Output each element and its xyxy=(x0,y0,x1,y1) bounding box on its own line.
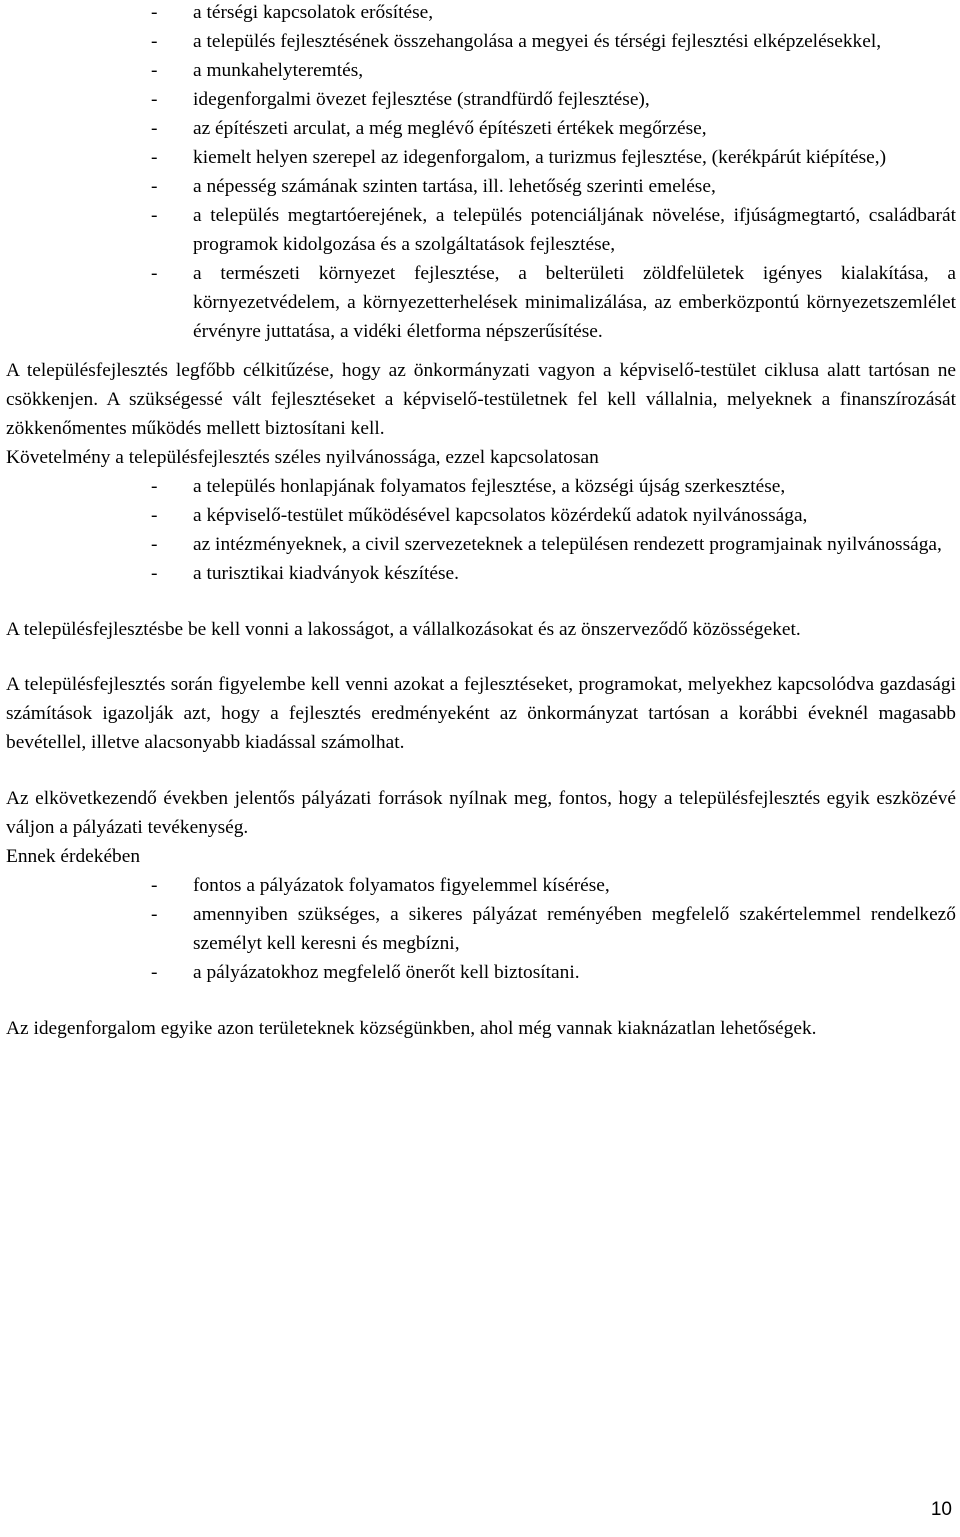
bullet-dash: - xyxy=(151,118,158,139)
development-goals-list xyxy=(6,0,956,346)
list-item-text: az építészeti arculat, a még meglévő építészeti értékek megőrzése, xyxy=(193,118,707,139)
bullet-dash: - xyxy=(151,875,158,896)
document-page xyxy=(6,0,956,1043)
list-item-text: a turisztikai kiadványok készítése. xyxy=(193,563,459,584)
list-item-text: a természeti környezet fejlesztése, a belterületi zöldfelületek igényes kialakítása, a környezetvédelem, a környezetterhelések minimalizálása, az emberközpontú környezetszemlélet érvényre juttatása, a vidéki életforma népszerűsítése. xyxy=(193,263,956,342)
bullet-dash: - xyxy=(151,476,158,497)
list-item-text: a népesség számának szinten tartása, ill. lehetőség szerinti emelése, xyxy=(193,176,716,197)
list-item-text: a pályázatokhoz megfelelő önerőt kell biztosítani. xyxy=(193,962,580,983)
list-item xyxy=(6,958,956,987)
paragraph-consider-developments: A településfejlesztés során figyelembe kell venni azokat a fejlesztéseket, programokat, melyekhez kapcsolódva gazdasági számítások igazolják azt, hogy a fejlesztés eredményeként az önkormányzat tartósan a korábbi éveknél magasabb bevétellel, illetve alacsonyabb kiadással számolhat. xyxy=(6,674,956,753)
list-item xyxy=(6,559,956,588)
list-item xyxy=(6,0,956,27)
list-item xyxy=(6,56,956,85)
publicity-list xyxy=(6,472,956,588)
list-item xyxy=(6,259,956,346)
list-item-text: amennyiben szükséges, a sikeres pályázat reményében megfelelő szakértelemmel rendelkező személyt kell keresni és megbízni, xyxy=(193,904,956,954)
list-item xyxy=(6,27,956,56)
list-item xyxy=(6,900,956,958)
bullet-dash: - xyxy=(151,962,158,983)
page-number: 10 xyxy=(930,1499,952,1520)
list-item xyxy=(6,530,956,559)
bullet-dash: - xyxy=(151,263,158,284)
bullet-dash: - xyxy=(151,60,158,81)
list-item xyxy=(6,85,956,114)
list-item-text: a település fejlesztésének összehangolása a megyei és térségi fejlesztési elképzelésekkel, xyxy=(193,31,882,52)
bullet-dash: - xyxy=(151,31,158,52)
bullet-dash: - xyxy=(151,505,158,526)
list-item-text: a térségi kapcsolatok erősítése, xyxy=(193,2,434,23)
bullet-dash: - xyxy=(151,534,158,555)
paragraph-main-goal: A településfejlesztés legfőbb célkitűzése, hogy az önkormányzati vagyon a képviselő-testület ciklusa alatt tartósan ne csökkenjen. A szükségessé vált fejlesztéseket a képviselő-testületnek fel kell vállalnia, melyeknek a finanszírozását zökkenőmentes működés mellett biztosítani kell. xyxy=(6,360,956,439)
paragraph-tourism: Az idegenforgalom egyike azon területeknek községünkben, ahol még vannak kiaknázatlan lehetőségek. xyxy=(6,1018,817,1039)
bullet-dash: - xyxy=(151,205,158,226)
paragraph-publicity-requirement: Követelmény a településfejlesztés széles nyilvánossága, ezzel kapcsolatosan xyxy=(6,447,599,468)
list-item xyxy=(6,172,956,201)
paragraph-involve-community: A településfejlesztésbe be kell vonni a lakosságot, a vállalkozásokat és az önszerveződő közösségeket. xyxy=(6,619,801,640)
list-item-text: idegenforgalmi övezet fejlesztése (strandfürdő fejlesztése), xyxy=(193,89,650,110)
list-item-text: az intézményeknek, a civil szervezeteknek a településen rendezett programjainak nyilvánossága, xyxy=(193,534,942,555)
list-item xyxy=(6,472,956,501)
bullet-dash: - xyxy=(151,904,158,925)
list-item xyxy=(6,143,956,172)
list-item-text: a képviselő-testület működésével kapcsolatos közérdekű adatok nyilvánossága, xyxy=(193,505,808,526)
list-item-text: a munkahelyteremtés, xyxy=(193,60,364,81)
bullet-dash: - xyxy=(151,147,158,168)
list-item-text: fontos a pályázatok folyamatos figyelemmel kísérése, xyxy=(193,875,610,896)
list-item xyxy=(6,501,956,530)
list-item-text: kiemelt helyen szerepel az idegenforgalom, a turizmus fejlesztése, (kerékpárút kiépítése,) xyxy=(193,147,887,168)
bullet-dash: - xyxy=(151,2,158,23)
list-item-text: a település honlapjának folyamatos fejlesztése, a községi újság szerkesztése, xyxy=(193,476,786,497)
list-item-text: a település megtartóerejének, a település potenciáljának növelése, ifjúságmegtartó, családbarát programok kidolgozása és a szolgáltatások fejlesztése, xyxy=(193,205,956,255)
paragraph-tender-sources: Az elkövetkezendő években jelentős pályázati források nyílnak meg, fontos, hogy a településfejlesztés egyik eszközévé váljon a pályázati tevékenység. xyxy=(6,788,956,838)
tender-list xyxy=(6,871,956,987)
list-item xyxy=(6,201,956,259)
bullet-dash: - xyxy=(151,563,158,584)
list-item xyxy=(6,114,956,143)
list-item xyxy=(6,871,956,900)
bullet-dash: - xyxy=(151,89,158,110)
bullet-dash: - xyxy=(151,176,158,197)
paragraph-therefore: Ennek érdekében xyxy=(6,846,141,867)
